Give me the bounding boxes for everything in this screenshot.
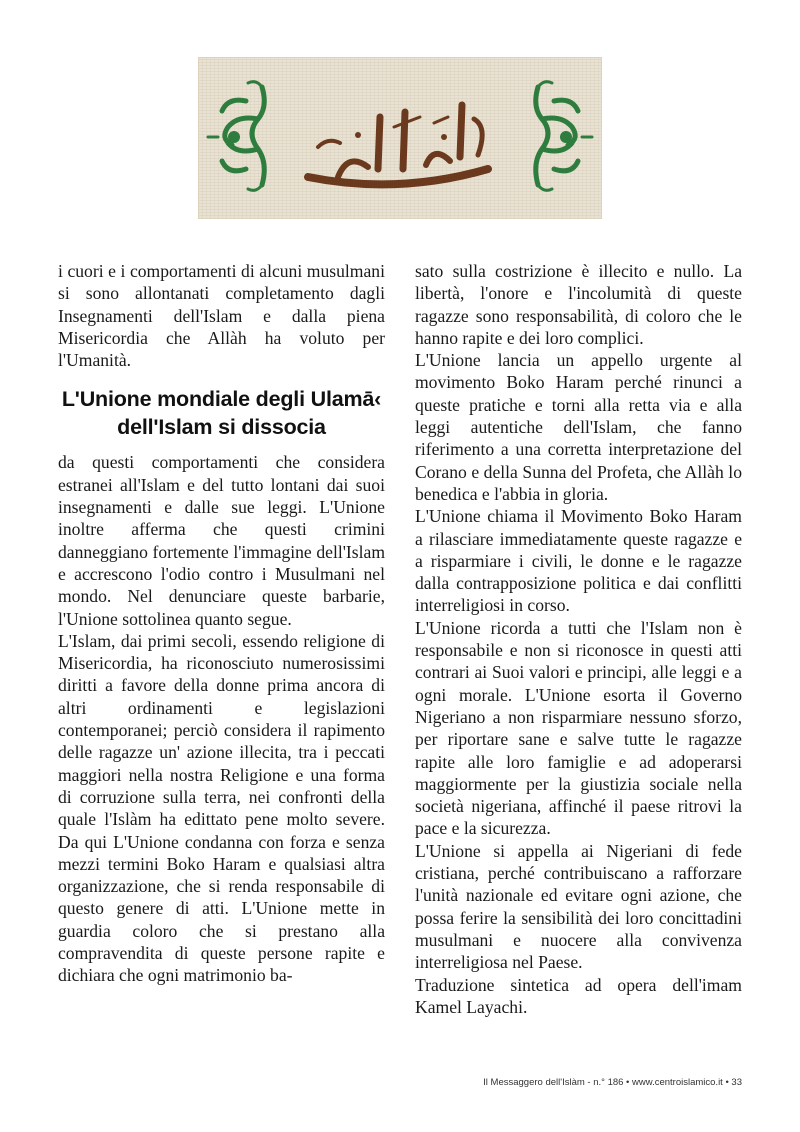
translation-credit: Traduzione sintetica ad opera dell'imam Kamel Layachi. <box>415 974 742 1017</box>
body-paragraph: sato sulla costrizione è illecito e nullo. La libertà, l'onore e l'incolumità di queste ragazze sono responsabilità, di coloro che le hanno rapite e dei loro complici. <box>415 261 742 348</box>
body-paragraph: L'Unione lancia un appello urgente al movimento Boko Haram perché rinunci a queste pratiche e torni alla retta via e alla leggi autentiche dell'Islam, che fanno riferimento a una corretta interpretazione del Corano e della Sunna del Profeta, che Allàh lo benedica e l'abbia in gloria. <box>415 350 742 504</box>
body-paragraph: L'Unione chiama il Movimento Boko Haram a rilasciare immediatamente queste ragazze e a risparmiare i civili, le donne e le ragazze dalla contrapposizione politica e dai conflitti interreligiosi in corso. <box>415 506 742 616</box>
page-footer: Il Messaggero dell'Islàm - n.° 186 • www.centroislamico.it • 33 <box>483 1077 742 1088</box>
right-column <box>415 260 742 1018</box>
intro-paragraph: i cuori e i comportamenti di alcuni musulmani si sono allontanati completamento dagli Insegnamenti dell'Islam e dalla piena Misericordia che Allàh ha voluto per l'Umanità. <box>58 261 385 371</box>
body-paragraph: da questi comportamenti che considera estranei all'Islam e del tutto lontani dai suoi insegnamenti e dalle sue leggi. L'Unione inoltre afferma che questi crimini danneggiano fortemente l'immagine dell'Islam e accrescono l'odio contro i Musulmani nel mondo. Nel denunciare queste barbarie, l'Unione sottolinea quanto segue. <box>58 452 385 629</box>
body-paragraph: L'Islam, dai primi secoli, essendo religione di Misericordia, ha riconosciuto numerosissimi diritti a favore della donne prima ancora di altri ordinamenti e legislazioni contemporanei; perciò considera il rapimento delle ragazze un' azione illecita, tra i peccati maggiori nella nostra Religione e una forma di corruzione sulla terra, nei confronti della quale l'Islàm ha edittato pene molto severe. Da qui L'Unione condanna con forza e senza mezzi termini Boko Haram e qualsiasi altra organizzazione, che si renda responsabile di questo genere di atti. L'Unione mette in guardia coloro che si prestano alla compravendita di queste persone rapite e dichiara che ogni matrimonio ba- <box>58 630 385 986</box>
left-column <box>58 260 385 987</box>
calligraphy-banner <box>198 57 602 219</box>
left-arabesque-ornament <box>208 82 264 191</box>
section-heading: L'Unione mondiale degli Ulamā‹ dell'Islam si dissocia <box>61 387 382 440</box>
arabic-calligraphy <box>308 105 488 184</box>
body-paragraph: L'Unione ricorda a tutti che l'Islam non è responsabile e non si riconosce in questi atti contrari ai Suoi valori e principi, alle leggi e a ogni morale. L'Unione esorta il Governo Nigeriano a non risparmiare nessuno sforzo, per riportare sane e salve tutte le ragazze rapite alle loro famiglie e ad adoperarsi maggiormente per la giustizia sociale nella società nigeriana, affinché il paese ritrovi la pace e la sicurezza. <box>415 617 742 839</box>
body-paragraph: L'Unione si appella ai Nigeriani di fede cristiana, perché contribuiscano a rafforzare l'unità nazionale ed evitare ogni azione, che possa ferire la sensibilità dei loro concittadini musulmani e nuocere alla convivenza interreligiosa nel Paese. <box>415 840 742 973</box>
calligraphy-artwork <box>198 57 602 219</box>
right-arabesque-ornament <box>536 82 592 191</box>
